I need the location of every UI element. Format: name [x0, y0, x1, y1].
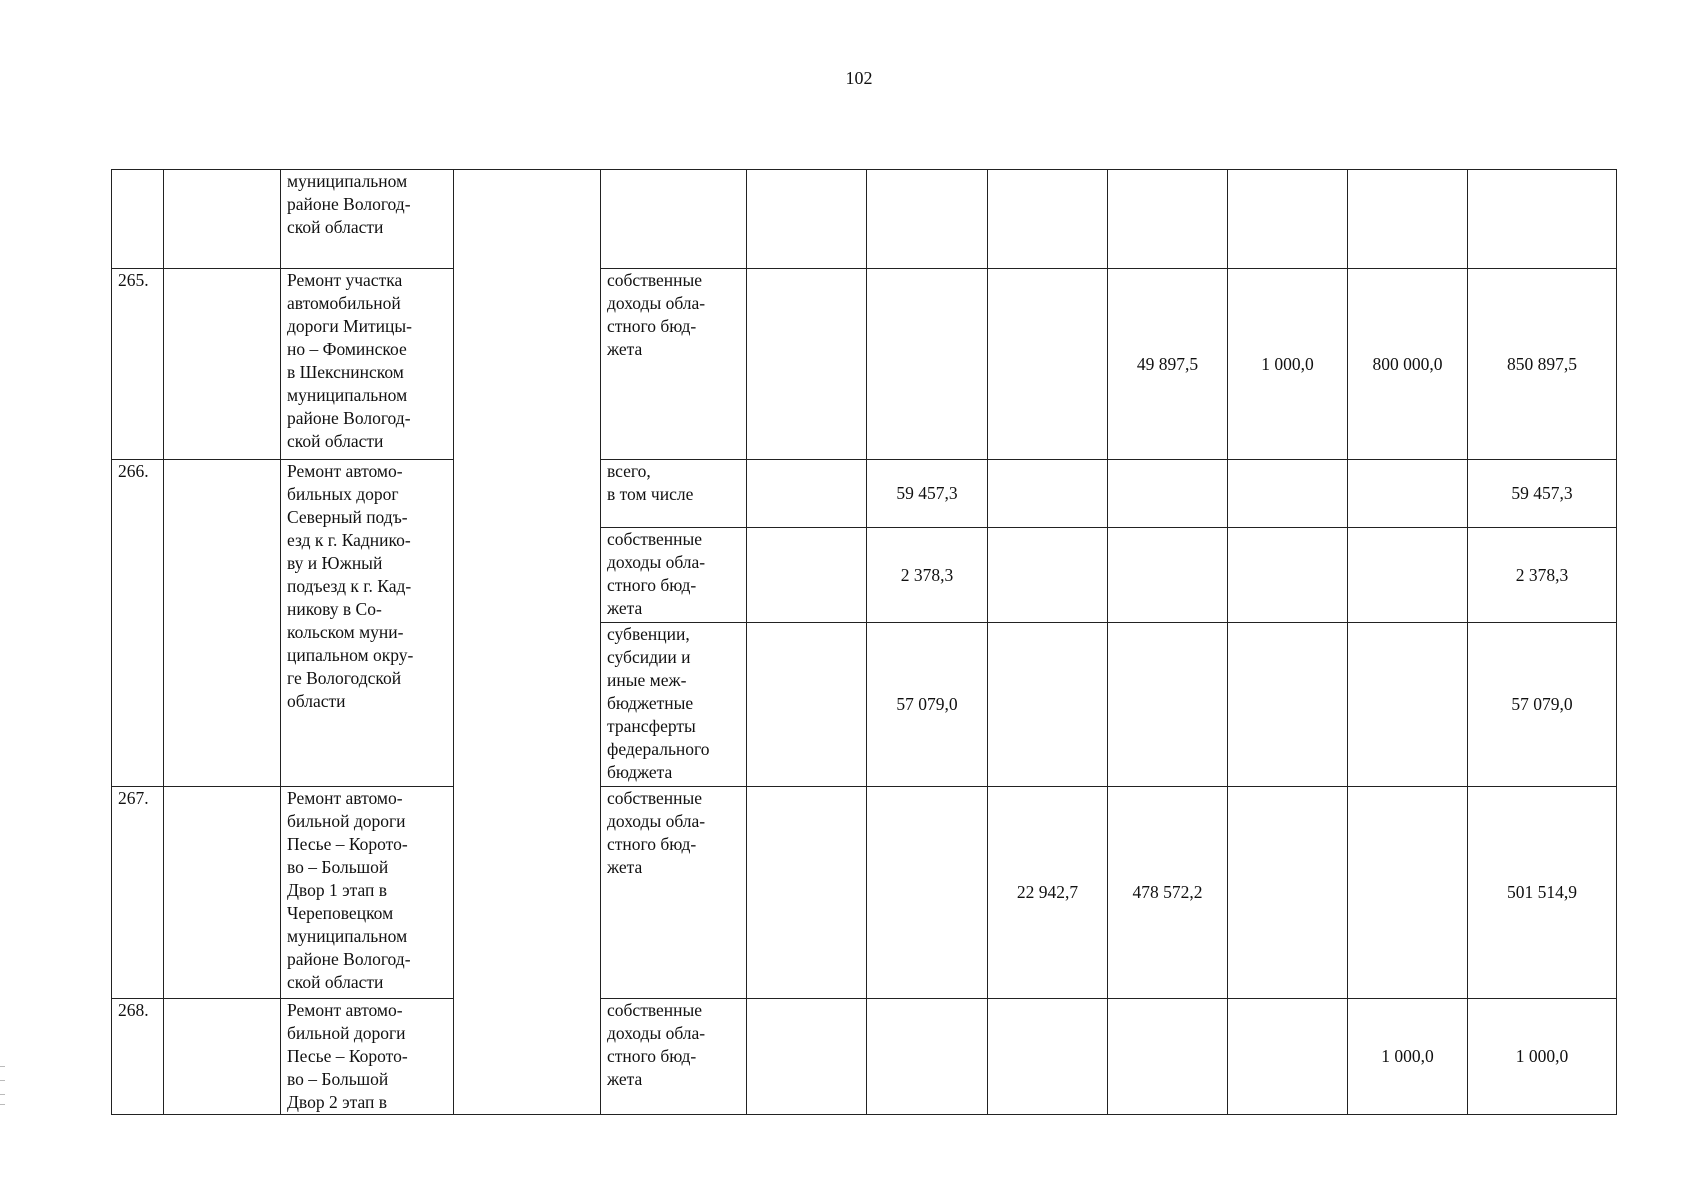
- value-4: [1108, 623, 1228, 787]
- object-name: Ремонт автомо- бильных дорог Северный подъ- езд к г. Каднико- ву и Южный подъезд к г. Кад- никову в Со- кольском муни- ципальном окру- ге Вологодской области: [287, 461, 414, 711]
- cell-v4: [1108, 170, 1228, 269]
- funding-source: собственные доходы обла- стного бюд- жета: [607, 1000, 706, 1089]
- value-4: [1108, 999, 1228, 1115]
- value-3: [988, 999, 1108, 1115]
- table-row-continuation: [112, 170, 1617, 269]
- value-5: [1228, 787, 1348, 999]
- value-6: 800 000,0: [1348, 269, 1468, 460]
- cell-code: [164, 460, 281, 787]
- row-number: 267.: [112, 787, 164, 999]
- cell-name: [281, 460, 454, 787]
- value-1: [747, 623, 867, 787]
- value-2: [867, 269, 988, 460]
- object-name: Ремонт автомо- бильной дороги Песье – Корото- во – Большой Двор 1 этап в Череповецком муниципальном районе Вологод- ской области: [287, 788, 411, 992]
- value-4: [1108, 460, 1228, 528]
- funding-source: собственные доходы обла- стного бюд- жета: [607, 788, 706, 877]
- cell-v2: [867, 170, 988, 269]
- cell-code: [164, 170, 281, 269]
- value-4: [1108, 528, 1228, 623]
- cell-name: [281, 269, 454, 460]
- cell-name: [281, 787, 454, 999]
- cell-v1: [747, 170, 867, 269]
- cell-source: [601, 999, 747, 1115]
- value-5: [1228, 623, 1348, 787]
- cell-no: [112, 170, 164, 269]
- cell-code: [164, 999, 281, 1115]
- value-5: [1228, 999, 1348, 1115]
- cell-code: [164, 787, 281, 999]
- value-3: [988, 528, 1108, 623]
- value-1: [747, 269, 867, 460]
- cell-total: [1468, 170, 1617, 269]
- cell-source: [601, 170, 747, 269]
- scan-mark: [0, 1094, 5, 1095]
- cell-v3: [988, 170, 1108, 269]
- object-name: Ремонт участка автомобильной дороги Митицы- но – Фоминское в Шекснинском муниципальном районе Вологод- ской области: [287, 270, 412, 451]
- value-2: 2 378,3: [867, 528, 988, 623]
- value-total: 501 514,9: [1468, 787, 1617, 999]
- value-2: [867, 999, 988, 1115]
- cell-executor: [454, 170, 601, 1115]
- value-total: 2 378,3: [1468, 528, 1617, 623]
- value-4: 478 572,2: [1108, 787, 1228, 999]
- value-1: [747, 787, 867, 999]
- row-number: 265.: [112, 269, 164, 460]
- object-name: муниципальном районе Вологод- ской области: [287, 171, 411, 237]
- table-row: [112, 999, 1617, 1115]
- page-number: 102: [845, 68, 873, 88]
- row-number: 266.: [112, 460, 164, 787]
- cell-source: [601, 623, 747, 787]
- value-6: [1348, 787, 1468, 999]
- cell-source: [601, 528, 747, 623]
- cell-source: [601, 787, 747, 999]
- value-2: 59 457,3: [867, 460, 988, 528]
- table-row: [112, 460, 1617, 528]
- budget-table: [111, 169, 1617, 1115]
- scan-mark: [0, 1104, 5, 1105]
- value-2: [867, 787, 988, 999]
- table-row: [112, 269, 1617, 460]
- value-5: [1228, 528, 1348, 623]
- value-3: 22 942,7: [988, 787, 1108, 999]
- value-3: [988, 269, 1108, 460]
- value-6: [1348, 528, 1468, 623]
- value-6: [1348, 623, 1468, 787]
- table-row: [112, 787, 1617, 999]
- funding-source: собственные доходы обла- стного бюд- жета: [607, 270, 706, 359]
- value-6: [1348, 460, 1468, 528]
- value-6: 1 000,0: [1348, 999, 1468, 1115]
- value-1: [747, 460, 867, 528]
- funding-source: субвенции, субсидии и иные меж- бюджетные трансферты федерального бюджета: [607, 624, 710, 782]
- row-number: 268.: [112, 999, 164, 1115]
- funding-source: всего, в том числе: [607, 461, 694, 504]
- value-total: 850 897,5: [1468, 269, 1617, 460]
- value-total: 1 000,0: [1468, 999, 1617, 1115]
- value-5: [1228, 460, 1348, 528]
- value-1: [747, 999, 867, 1115]
- cell-name: [281, 999, 454, 1115]
- value-5: 1 000,0: [1228, 269, 1348, 460]
- cell-code: [164, 269, 281, 460]
- value-total: 59 457,3: [1468, 460, 1617, 528]
- value-3: [988, 623, 1108, 787]
- value-1: [747, 528, 867, 623]
- value-2: 57 079,0: [867, 623, 988, 787]
- cell-v5: [1228, 170, 1348, 269]
- object-name: Ремонт автомо- бильной дороги Песье – Корото- во – Большой Двор 2 этап в: [287, 1000, 408, 1112]
- value-3: [988, 460, 1108, 528]
- cell-source: [601, 269, 747, 460]
- funding-source: собственные доходы обла- стного бюд- жета: [607, 529, 706, 618]
- cell-source: [601, 460, 747, 528]
- scan-mark: [0, 1080, 5, 1081]
- scan-mark: [0, 1066, 5, 1067]
- cell-v6: [1348, 170, 1468, 269]
- value-total: 57 079,0: [1468, 623, 1617, 787]
- value-4: 49 897,5: [1108, 269, 1228, 460]
- cell-name: [281, 170, 454, 269]
